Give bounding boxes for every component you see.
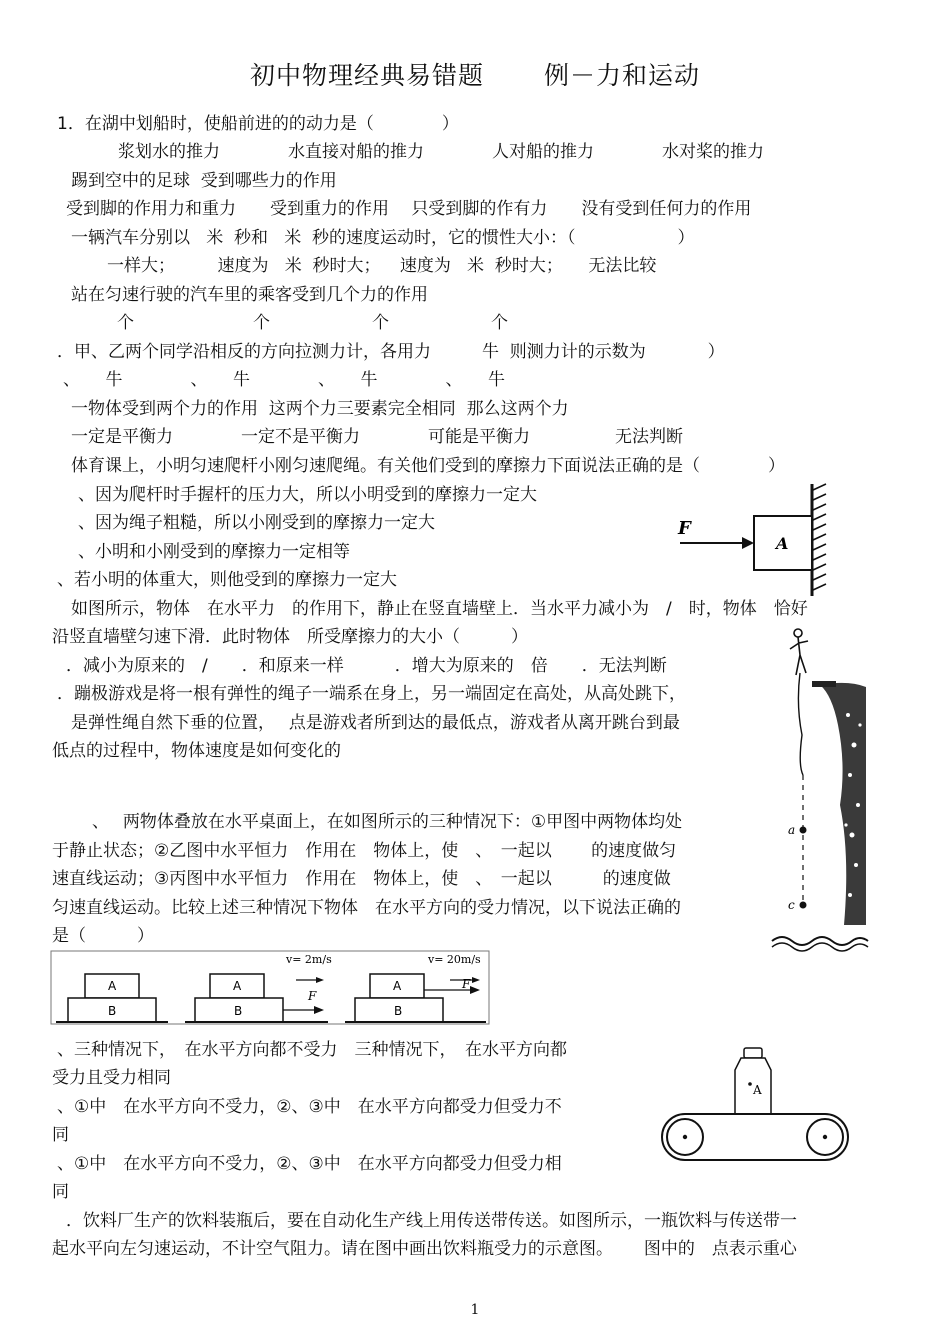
force-label: F — [678, 518, 691, 539]
point-a — [800, 827, 807, 834]
question-9-stem-line2: 是弹性绳自然下垂的位置， 点是游戏者所到达的最低点，游戏者从离开跳台到最 — [71, 713, 680, 733]
question-2-stem: 踢到空中的足球 受到哪些力的作用 — [71, 171, 337, 191]
question-5-options: 、 牛 、 牛 、 牛 、 牛 — [63, 370, 505, 390]
wall-block-figure — [670, 480, 840, 600]
case-1-block-a-label: A — [108, 979, 117, 993]
conveyor-figure — [655, 1040, 855, 1170]
case-2-speed-label: v= 2m/s — [286, 953, 332, 966]
case-3-force-label: F — [462, 977, 471, 991]
bottle — [735, 1048, 771, 1114]
case-2-block-b-label: B — [234, 1004, 243, 1018]
question-1-options: 浆划水的推力 水直接对船的推力 人对船的推力 水对桨的推力 — [118, 142, 764, 162]
question-10-option-a-cont: 受力且受力相同 — [52, 1068, 171, 1088]
question-10-stem-line4: 匀速直线运动。比较上述三种情况下物体 在水平方向的受力情况，以下说法正确的 — [52, 898, 681, 918]
question-7-stem: 体育课上，小明匀速爬杆小刚匀速爬绳。有关他们受到的摩擦力下面说法正确的是（ ） — [71, 456, 785, 476]
case-3-block-a-label: A — [393, 979, 402, 993]
question-9-stem-line1: ．蹦极游戏是将一根有弹性的绳子一端系在身上，另一端固定在高处，从高处跳下， — [57, 684, 686, 704]
question-8-stem-line2: 沿竖直墙壁匀速下滑．此时物体 所受摩擦力的大小（ ） — [52, 627, 528, 647]
question-10-option-a: 、三种情况下， 在水平方向都不受力 三种情况下， 在水平方向都 — [57, 1040, 567, 1060]
title-sub: 例－力和运动 — [544, 61, 701, 90]
case-3-speed-label: v= 20m/s — [428, 953, 481, 966]
question-7-option-a: 、因为爬杆时手握杆的压力大，所以小明受到的摩擦力一定大 — [78, 485, 537, 505]
question-7-option-d: 、若小明的体重大，则他受到的摩擦力一定大 — [57, 570, 397, 590]
elastic-rope — [798, 673, 803, 775]
point-a-label: a — [788, 823, 796, 837]
case-3 — [345, 953, 486, 1022]
conveyor-belt — [662, 1114, 848, 1160]
page-title — [0, 56, 950, 92]
question-10-stem-line3: 速直线运动；③丙图中水平恒力 作用在 物体上，使 、 一起以 的速度做 — [52, 869, 671, 889]
block-a-label: A — [776, 534, 789, 553]
question-10-option-c: 、①中 在水平方向不受力，②、③中 在水平方向都受力但受力相 — [57, 1154, 562, 1174]
case-1-block-b-label: B — [108, 1004, 117, 1018]
stacked-blocks-figure — [50, 950, 490, 1025]
question-3-options: 一样大； 速度为 米 秒时大； 速度为 米 秒时大； 无法比较 — [107, 256, 657, 276]
question-10-stem-line1: 、 两物体叠放在水平桌面上，在如图所示的三种情况下：①甲图中两物体均处 — [92, 812, 683, 832]
question-4-options: 个 个 个 个 — [117, 313, 508, 333]
case-2-block-a-label: A — [233, 979, 242, 993]
point-c-label: c — [788, 898, 795, 912]
question-7-option-c: 、小明和小刚受到的摩擦力一定相等 — [78, 542, 350, 562]
question-10-stem-line2: 于静止状态；②乙图中水平恒力 作用在 物体上，使 、 一起以 的速度做匀 — [52, 841, 677, 861]
question-7-option-b: 、因为绳子粗糙，所以小刚受到的摩擦力一定大 — [78, 513, 435, 533]
question-3-stem: 一辆汽车分别以 米 秒和 米 秒的速度运动时，它的惯性大小：（ ） — [71, 228, 695, 248]
question-8-stem-line1: 如图所示，物体 在水平力 的作用下，静止在竖直墙壁上．当水平力减小为 / 时，物体 恰好 — [71, 599, 808, 619]
jumper — [790, 629, 808, 675]
question-11-stem-line1: ．饮料厂生产的饮料装瓶后，要在自动化生产线上用传送带传送。如图所示，一瓶饮料与传送带一 — [66, 1211, 797, 1231]
case-1 — [56, 974, 168, 1022]
question-10-option-c-cont: 同 — [52, 1182, 69, 1202]
question-6-stem: 一物体受到两个力的作用 这两个力三要素完全相同 那么这两个力 — [71, 399, 569, 419]
page-number: 1 — [470, 1302, 480, 1318]
question-2-options: 受到脚的作用力和重力 受到重力的作用 只受到脚的作有力 没有受到任何力的作用 — [66, 199, 752, 219]
bottle-center-label: A — [753, 1083, 762, 1097]
question-4-stem: 站在匀速行驶的汽车里的乘客受到几个力的作用 — [71, 285, 428, 305]
bungee-figure — [770, 625, 870, 955]
case-2-force-label: F — [308, 989, 317, 1003]
question-10-option-b: 、①中 在水平方向不受力，②、③中 在水平方向都受力但受力不 — [57, 1097, 562, 1117]
case-2 — [185, 953, 332, 1022]
title-main: 初中物理经典易错题 — [249, 61, 484, 90]
question-6-options: 一定是平衡力 一定不是平衡力 可能是平衡力 无法判断 — [71, 427, 683, 447]
point-c — [800, 902, 807, 909]
question-11-stem-line2: 起水平向左匀速运动，不计空气阻力。请在图中画出饮料瓶受力的示意图。 图中的 点表示重心 — [52, 1239, 797, 1259]
question-5-stem: ．甲、乙两个同学沿相反的方向拉测力计，各用力 牛 则测力计的示数为 ） — [57, 342, 725, 362]
question-10-option-b-cont: 同 — [52, 1125, 69, 1145]
question-10-stem-line5: 是（ ） — [52, 926, 154, 946]
question-8-options: ．减小为原来的 / ．和原来一样 ．增大为原来的 倍 ．无法判断 — [66, 656, 667, 676]
question-1-stem: 1．在湖中划船时，使船前进的的动力是（ ） — [57, 114, 459, 134]
case-3-block-b-label: B — [394, 1004, 403, 1018]
question-9-stem-line3: 低点的过程中，物体速度是如何变化的 — [52, 741, 341, 761]
